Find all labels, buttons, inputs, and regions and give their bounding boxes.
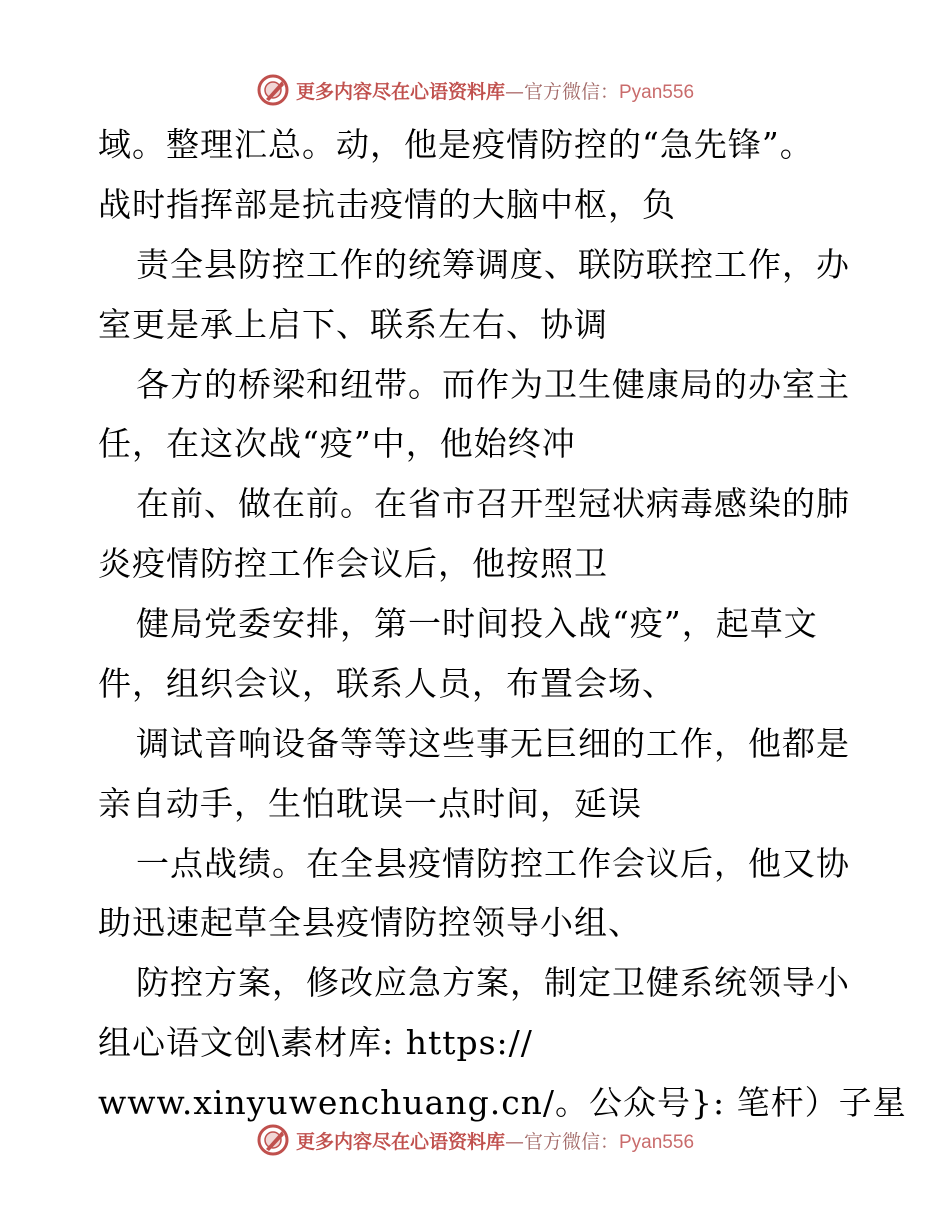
footer-banner (0, 1120, 950, 1160)
header-dash: — (504, 80, 524, 103)
body-line: 件，组织会议，联系人员，布置会场、 (98, 664, 676, 703)
body-line: 一点战绩。在全县疫情防控工作会议后，他又协 (136, 844, 850, 883)
footer-banner-text (296, 1127, 694, 1154)
body-line: 调试音响设备等等这些事无巨细的工作，他都是 (136, 724, 850, 763)
footer-wechat-id: Pyan556 (619, 1131, 695, 1153)
header-brand-text: 更多内容尽在心语资料库 (295, 80, 505, 103)
body-line: 室更是承上启下、联系左右、协调 (98, 305, 608, 344)
footer-dash: — (504, 1130, 524, 1153)
header-banner-text (296, 77, 694, 104)
header-banner (0, 70, 950, 110)
body-line: 任，在这次战“疫”中，他始终冲 (98, 424, 576, 463)
footer-brand-text: 更多内容尽在心语资料库 (295, 1130, 505, 1153)
body-line: 健局党委安排，第一时间投入战“疫”，起草文 (136, 604, 818, 643)
body-line: www.xinyuwenchuang.cn/。公众号}: 笔杆）子星 (98, 1083, 907, 1122)
body-line: 战时指挥部是抗击疫情的大脑中枢，负 (98, 185, 676, 224)
header-wechat-id: Pyan556 (619, 81, 695, 103)
body-line: 亲自动手，生怕耽误一点时间，延误 (98, 784, 642, 823)
body-line: 在前、做在前。在省市召开型冠状病毒感染的肺 (136, 484, 850, 523)
brand-logo-icon (256, 73, 290, 107)
body-line: 炎疫情防控工作会议后，他按照卫 (98, 544, 608, 583)
brand-logo-icon (256, 1123, 290, 1157)
body-line: 各方的桥梁和纽带。而作为卫生健康局的办室主 (136, 365, 850, 404)
header-wechat-label: 官方微信： (523, 80, 619, 103)
body-line: 责全县防控工作的统筹调度、联防联控工作，办 (136, 245, 850, 284)
body-line: 组心语文创\素材库: https:// (98, 1023, 533, 1062)
footer-wechat-label: 官方微信： (523, 1130, 619, 1153)
body-line: 防控方案，修改应急方案，制定卫健系统领导小 (136, 963, 850, 1002)
body-line: 助迅速起草全县疫情防控领导小组、 (98, 903, 642, 942)
body-line: 域。整理汇总。动，他是疫情防控的“急先锋”。 (98, 125, 814, 164)
